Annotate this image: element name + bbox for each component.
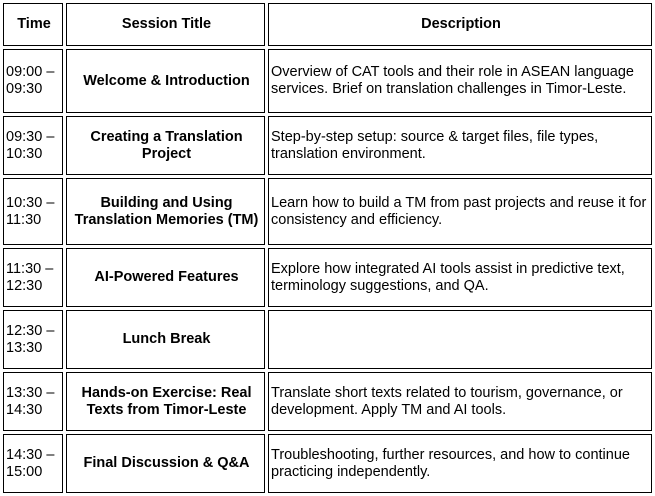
row-time: 09:00 – 09:30 <box>3 49 63 113</box>
row-time: 11:30 – 12:30 <box>3 248 63 307</box>
table-row <box>3 49 652 113</box>
table-row <box>3 372 652 431</box>
row-time: 12:30 – 13:30 <box>3 310 63 369</box>
row-session-title: Lunch Break <box>66 310 265 369</box>
header-row <box>3 3 652 46</box>
table-row <box>3 310 652 369</box>
header-description: Description <box>268 3 652 46</box>
row-session-title: Welcome & Introduction <box>66 49 265 113</box>
header-session-title: Session Title <box>66 3 265 46</box>
row-description: Explore how integrated AI tools assist in predictive text, terminology suggestions, and QA. <box>268 248 652 307</box>
row-description: Translate short texts related to tourism, governance, or development. Apply TM and AI tools. <box>268 372 652 431</box>
row-session-title: Building and Using Translation Memories (TM) <box>66 178 265 245</box>
row-description: Step-by-step setup: source & target files, file types, translation environment. <box>268 116 652 175</box>
row-time: 09:30 – 10:30 <box>3 116 63 175</box>
row-session-title: Creating a Translation Project <box>66 116 265 175</box>
row-time: 10:30 – 11:30 <box>3 178 63 245</box>
table-row <box>3 434 652 493</box>
table-body <box>3 49 652 493</box>
row-session-title: Final Discussion & Q&A <box>66 434 265 493</box>
table-row <box>3 178 652 245</box>
row-description: Overview of CAT tools and their role in ASEAN language services. Brief on translation challenges in Timor-Leste. <box>268 49 652 113</box>
row-description: Learn how to build a TM from past projects and reuse it for consistency and efficiency. <box>268 178 652 245</box>
table-row <box>3 116 652 175</box>
table-header <box>3 3 652 46</box>
row-session-title: AI-Powered Features <box>66 248 265 307</box>
row-description: Troubleshooting, further resources, and how to continue practicing independently. <box>268 434 652 493</box>
row-description <box>268 310 652 369</box>
row-time: 14:30 – 15:00 <box>3 434 63 493</box>
table-row <box>3 248 652 307</box>
row-time: 13:30 – 14:30 <box>3 372 63 431</box>
row-session-title: Hands-on Exercise: Real Texts from Timor-Leste <box>66 372 265 431</box>
header-time: Time <box>3 3 63 46</box>
